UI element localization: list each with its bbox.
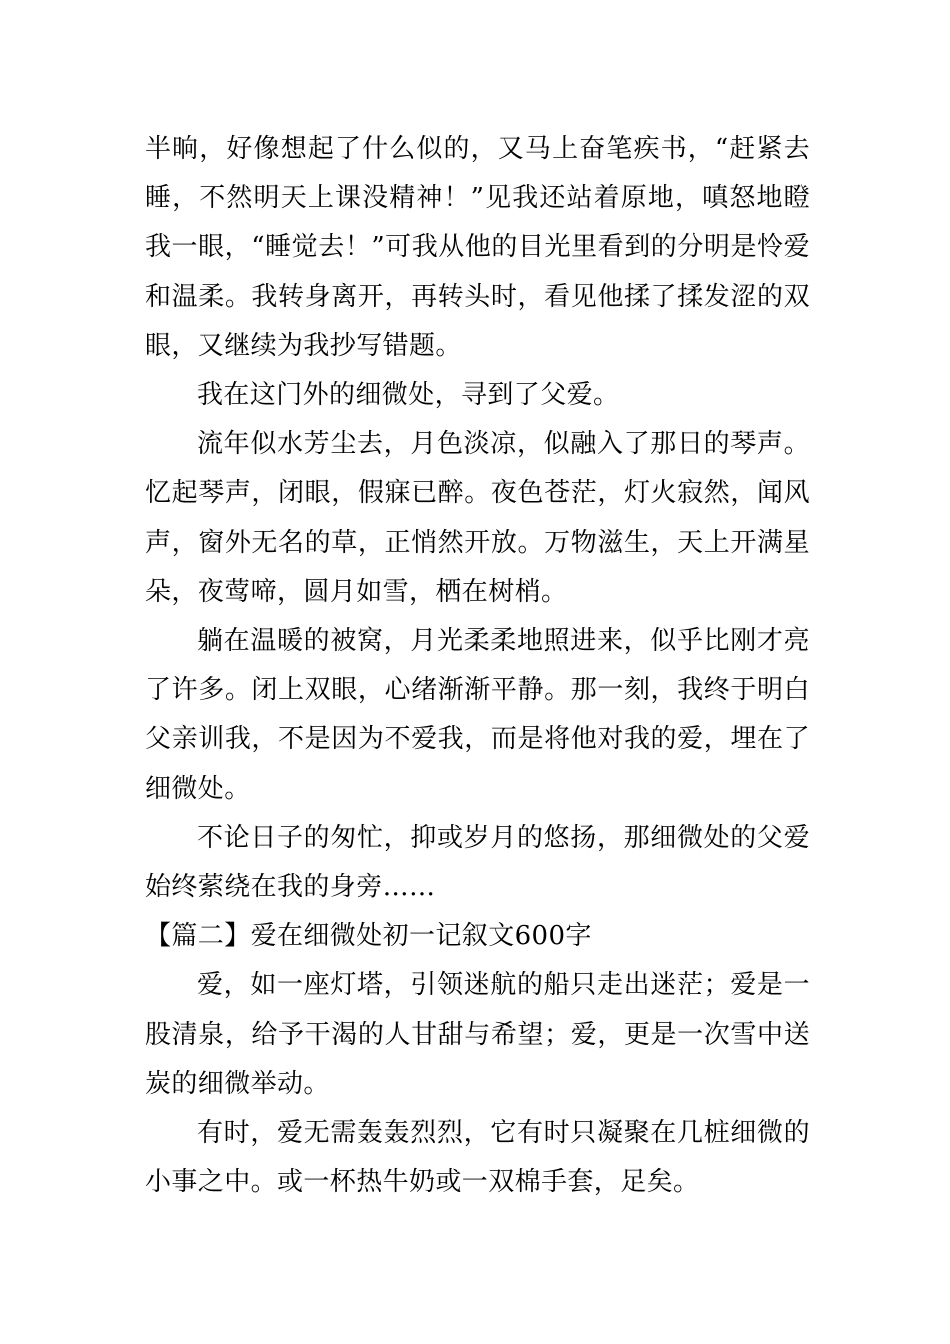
- paragraph-continued: 半晌，好像想起了什么似的，又马上奋笔疾书，“赶紧去睡，不然明天上课没精神！”见我还站着原地，嗔怒地瞪我一眼，“睡觉去！”可我从他的目光里看到的分明是怜爱和温柔。我转身离开，再转头时，看见他揉了揉发涩的双眼，又继续为我抄写错题。: [145, 134, 810, 361]
- paragraph: 不论日子的匆忙，抑或岁月的悠扬，那细微处的父爱始终萦绕在我的身旁……: [145, 822, 810, 903]
- paragraph: 有时，爱无需轰轰烈烈，它有时只凝聚在几桩细微的小事之中。或一杯热牛奶或一双棉手套，足矣。: [145, 1118, 810, 1198]
- paragraph: 躺在温暖的被窝，月光柔柔地照进来，似乎比刚才亮了许多。闭上双眼，心绪渐渐平静。那一刻，我终于明白父亲训我，不是因为不爱我，而是将他对我的爱，埋在了细微处。: [145, 626, 810, 804]
- paragraph: 我在这门外的细微处，寻到了父爱。: [197, 380, 620, 411]
- paragraph: 爱，如一座灯塔，引领迷航的船只走出迷茫；爱是一股清泉，给予干渴的人甘甜与希望；爱，更是一次雪中送炭的细微举动。: [145, 970, 810, 1099]
- document-page: [145, 125, 810, 1207]
- paragraph: 流年似水芳尘去，月色淡凉，似融入了那日的琴声。忆起琴声，闭眼，假寐已醉。夜色苍茫，灯火寂然，闻风声，窗外无名的草，正悄然开放。万物滋生，天上开满星朵，夜莺啼，圆月如雪，栖在树梢。: [145, 429, 810, 607]
- section-heading: 【篇二】爱在细微处初一记叙文600字: [145, 921, 592, 952]
